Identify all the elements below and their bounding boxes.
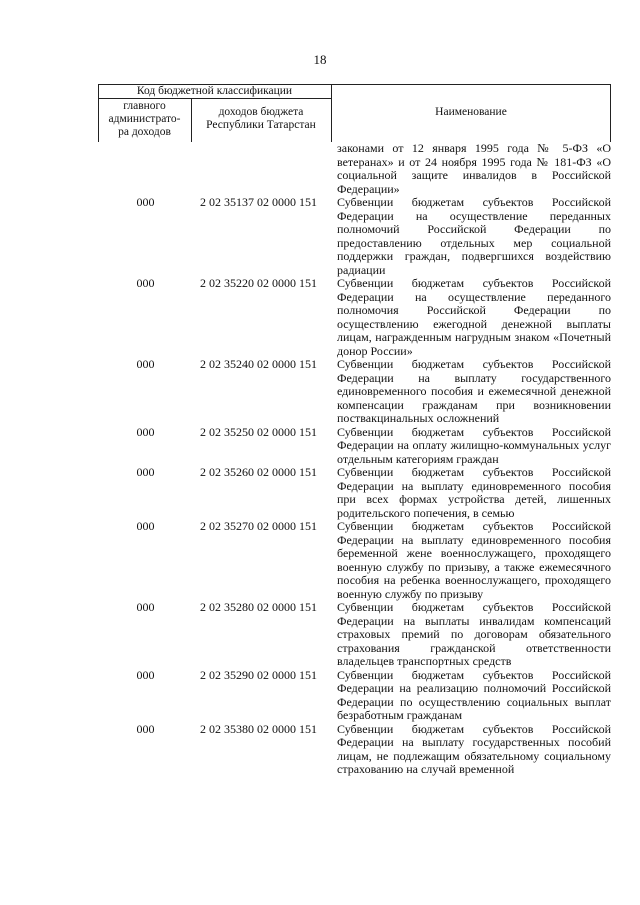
cell-name: Субвенции бюджетам субъектов Российской Федерации на осуществление переданного полномочия Российской Федерации по осуществлению ежегодной денежной выплаты лицам, награжденным нагрудным знаком «Почетный донор России»	[337, 276, 611, 358]
table-row	[98, 601, 611, 669]
cell-admin: 000	[136, 276, 155, 290]
header-group-title: Код бюджетной классификации	[136, 85, 293, 97]
header-col-admin-line-1: главного	[123, 100, 166, 112]
cell-name: Субвенции бюджетам субъектов Российской Федерации на выплаты инвалидам компенсаций страховых премий по договорам обязательного страхования гражданской ответственности владельцев транспортных средств	[337, 600, 611, 668]
page-number: 18	[313, 52, 327, 67]
header-col-admin	[98, 100, 191, 139]
header-col-income-line-1: доходов бюджета	[218, 106, 304, 118]
cell-name: Субвенции бюджетам субъектов Российской Федерации на оплату жилищно-коммунальных услуг отдельным категориям граждан	[337, 424, 611, 466]
header-col-admin-line-3: ра доходов	[118, 126, 171, 138]
cell-code: 2 02 35290 02 0000 151	[200, 667, 317, 682]
header-group-divider	[98, 98, 331, 99]
cell-name: Субвенции бюджетам субъектов Российской Федерации на выплату единовременного пособия при всех формах устройства детей, лишенных родительского попечения, в семью	[337, 465, 611, 520]
table-body	[98, 142, 611, 777]
table-row	[98, 520, 611, 601]
cell-code: 2 02 35220 02 0000 151	[200, 276, 317, 290]
cell-name: Субвенции бюджетам субъектов Российской Федерации на выплату государственного единовременного пособия и ежемесячной денежной компенсации гражданам при возникновении поствакцинальных осложнений	[337, 357, 611, 425]
cell-admin: 000	[136, 465, 155, 479]
table-row-continuation	[98, 142, 611, 196]
header-col-admin-line-2: администрато-	[108, 113, 181, 125]
cell-name: Субвенции бюджетам субъектов Российской Федерации на выплату государственных пособий лицам, не подлежащим обязательному социальному страхованию на случай временной	[337, 721, 611, 776]
cell-code: 2 02 35260 02 0000 151	[200, 465, 317, 479]
cell-code: 2 02 35380 02 0000 151	[200, 721, 317, 736]
cell-admin: 000	[136, 600, 155, 614]
table-row	[98, 426, 611, 467]
cell-admin: 000	[136, 721, 155, 736]
table-header	[98, 84, 611, 142]
cell-code: 2 02 35137 02 0000 151	[200, 195, 317, 209]
table-row	[98, 723, 611, 777]
table-row	[98, 669, 611, 723]
cell-code: 2 02 35270 02 0000 151	[200, 519, 317, 533]
header-col-income	[191, 106, 331, 132]
cell-code: 2 02 35240 02 0000 151	[200, 357, 317, 371]
table-row	[98, 466, 611, 520]
cell-admin: 000	[136, 195, 155, 209]
cell-admin: 000	[136, 667, 155, 682]
cell-name: Субвенции бюджетам субъектов Российской Федерации на выплату единовременного пособия беременной жене военнослужащего, проходящего военную службу по призыву, а также ежемесячного пособия на ребенка военнослужащего, проходящего военную службу по призыву	[337, 519, 611, 601]
cell-code: 2 02 35280 02 0000 151	[200, 600, 317, 614]
table-row	[98, 358, 611, 426]
header-col-name: Наименование	[435, 106, 507, 118]
table-row	[98, 196, 611, 277]
cell-admin: 000	[136, 519, 155, 533]
cell-name: Субвенции бюджетам субъектов Российской Федерации на осуществление переданных полномочий Российской Федерации по предоставлению отдельных мер социальной поддержки граждан, подвергшихся воздействию радиации	[337, 195, 611, 277]
cell-code: 2 02 35250 02 0000 151	[200, 424, 317, 439]
cell-name: законами от 12 января 1995 года № 5-ФЗ «О ветеранах» и от 24 ноября 1995 года № 181-ФЗ «О социальной защите инвалидов в Российской Федерации»	[337, 141, 611, 196]
cell-admin: 000	[136, 424, 155, 439]
cell-admin: 000	[136, 357, 155, 371]
cell-name: Субвенции бюджетам субъектов Российской Федерации на реализацию полномочий Российской Федерации по осуществлению социальных выплат безработным гражданам	[337, 667, 611, 722]
header-col-income-line-2: Республики Татарстан	[206, 119, 316, 131]
table-row	[98, 277, 611, 358]
